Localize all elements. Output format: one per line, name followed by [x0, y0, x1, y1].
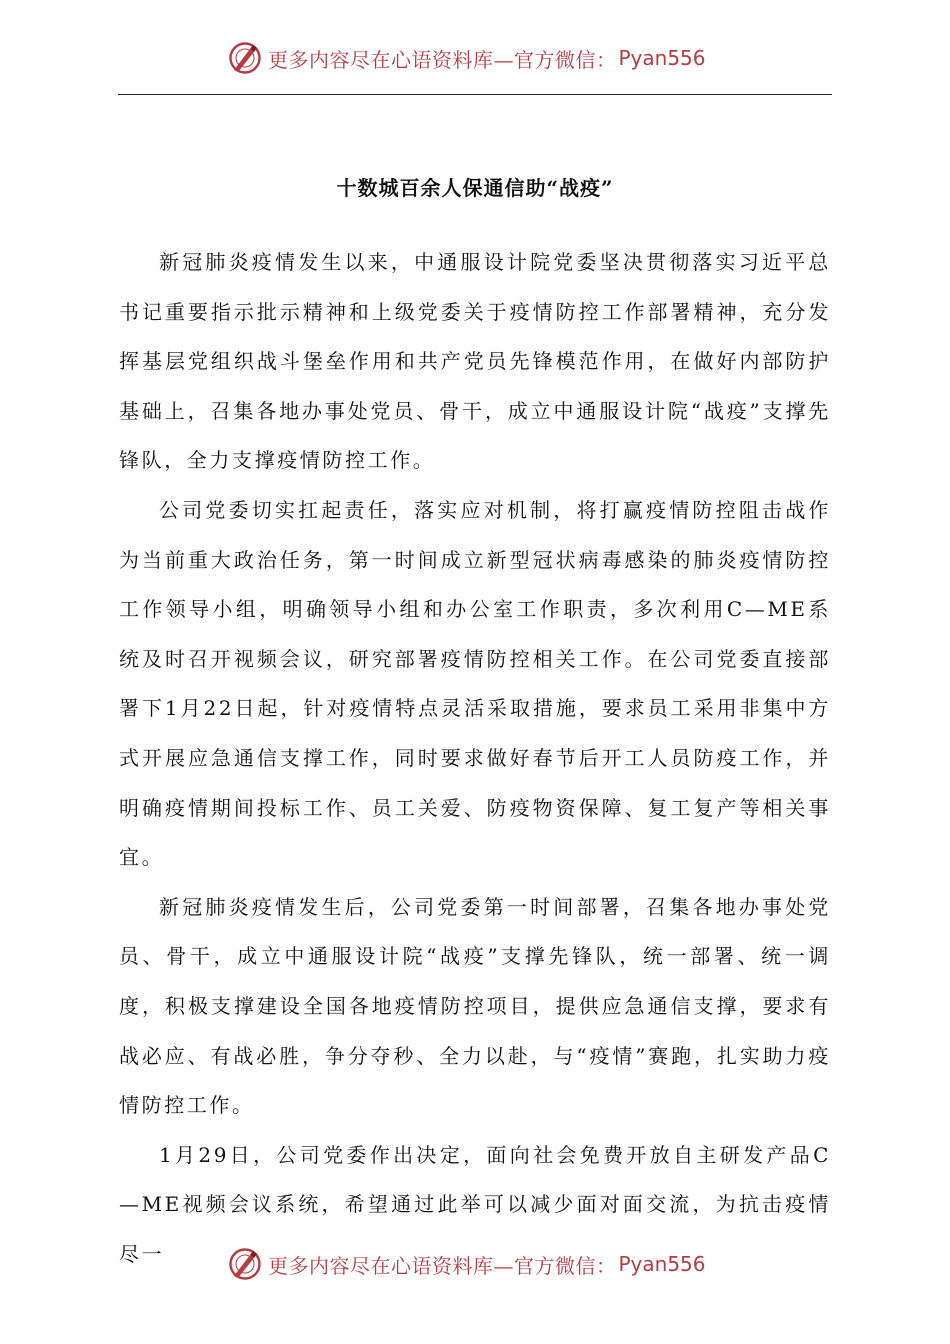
paragraph: 新冠肺炎疫情发生以来，中通服设计院党委坚决贯彻落实习近平总书记重要指示批示精神和上级党委关于疫情防控工作部署精神，充分发挥基层党组织战斗堡垒作用和共产党员先锋模范作用，在做好内部防护基础上，召集各地办事处党员、骨干，成立中通服设计院“战疫”支撑先锋队，全力支撑疫情防控工作。	[119, 250, 831, 473]
footer-wechat-id: Pyan556	[618, 1252, 706, 1276]
footer-banner-text: 更多内容尽在心语资料库—官方微信：	[268, 1253, 617, 1278]
header-banner-text: 更多内容尽在心语资料库—官方微信：	[268, 47, 617, 72]
document-title: 十数城百余人保通信助“战疫”	[336, 176, 614, 200]
footer-banner	[0, 1242, 950, 1286]
header-wechat-id: Pyan556	[618, 46, 706, 70]
pen-in-circle-logo	[228, 1247, 262, 1281]
paragraph: 1月29日，公司党委作出决定，面向社会免费开放自主研发产品C—ME视频会议系统，希望通过此举可以减少面对面交流，为抗击疫情尽一	[119, 1142, 831, 1266]
document-body	[119, 238, 831, 1279]
paragraph: 新冠肺炎疫情发生后，公司党委第一时间部署，召集各地办事处党员、骨干，成立中通服设计院“战疫”支撑先锋队，统一部署、统一调度，积极支撑建设全国各地疫情防控项目，提供应急通信支撑，要求有战必应、有战必胜，争分夺秒、全力以赴，与“疫情”赛跑，扎实助力疫情防控工作。	[119, 894, 831, 1118]
paragraph: 公司党委切实扛起责任，落实应对机制，将打赢疫情防控阻击战作为当前重大政治任务，第一时间成立新型冠状病毒感染的肺炎疫情防控工作领导小组，明确领导小组和办公室工作职责，多次利用C—ME系统及时召开视频会议，研究部署疫情防控相关工作。在公司党委直接部署下1月22日起，针对疫情特点灵活采取措施，要求员工采用非集中方式开展应急通信支撑工作，同时要求做好春节后开工人员防疫工作，并明确疫情期间投标工作、员工关爱、防疫物资保障、复工复产等相关事宜。	[119, 497, 831, 870]
header-divider	[118, 94, 832, 95]
header-banner	[0, 36, 950, 80]
pen-in-circle-logo	[228, 41, 262, 75]
